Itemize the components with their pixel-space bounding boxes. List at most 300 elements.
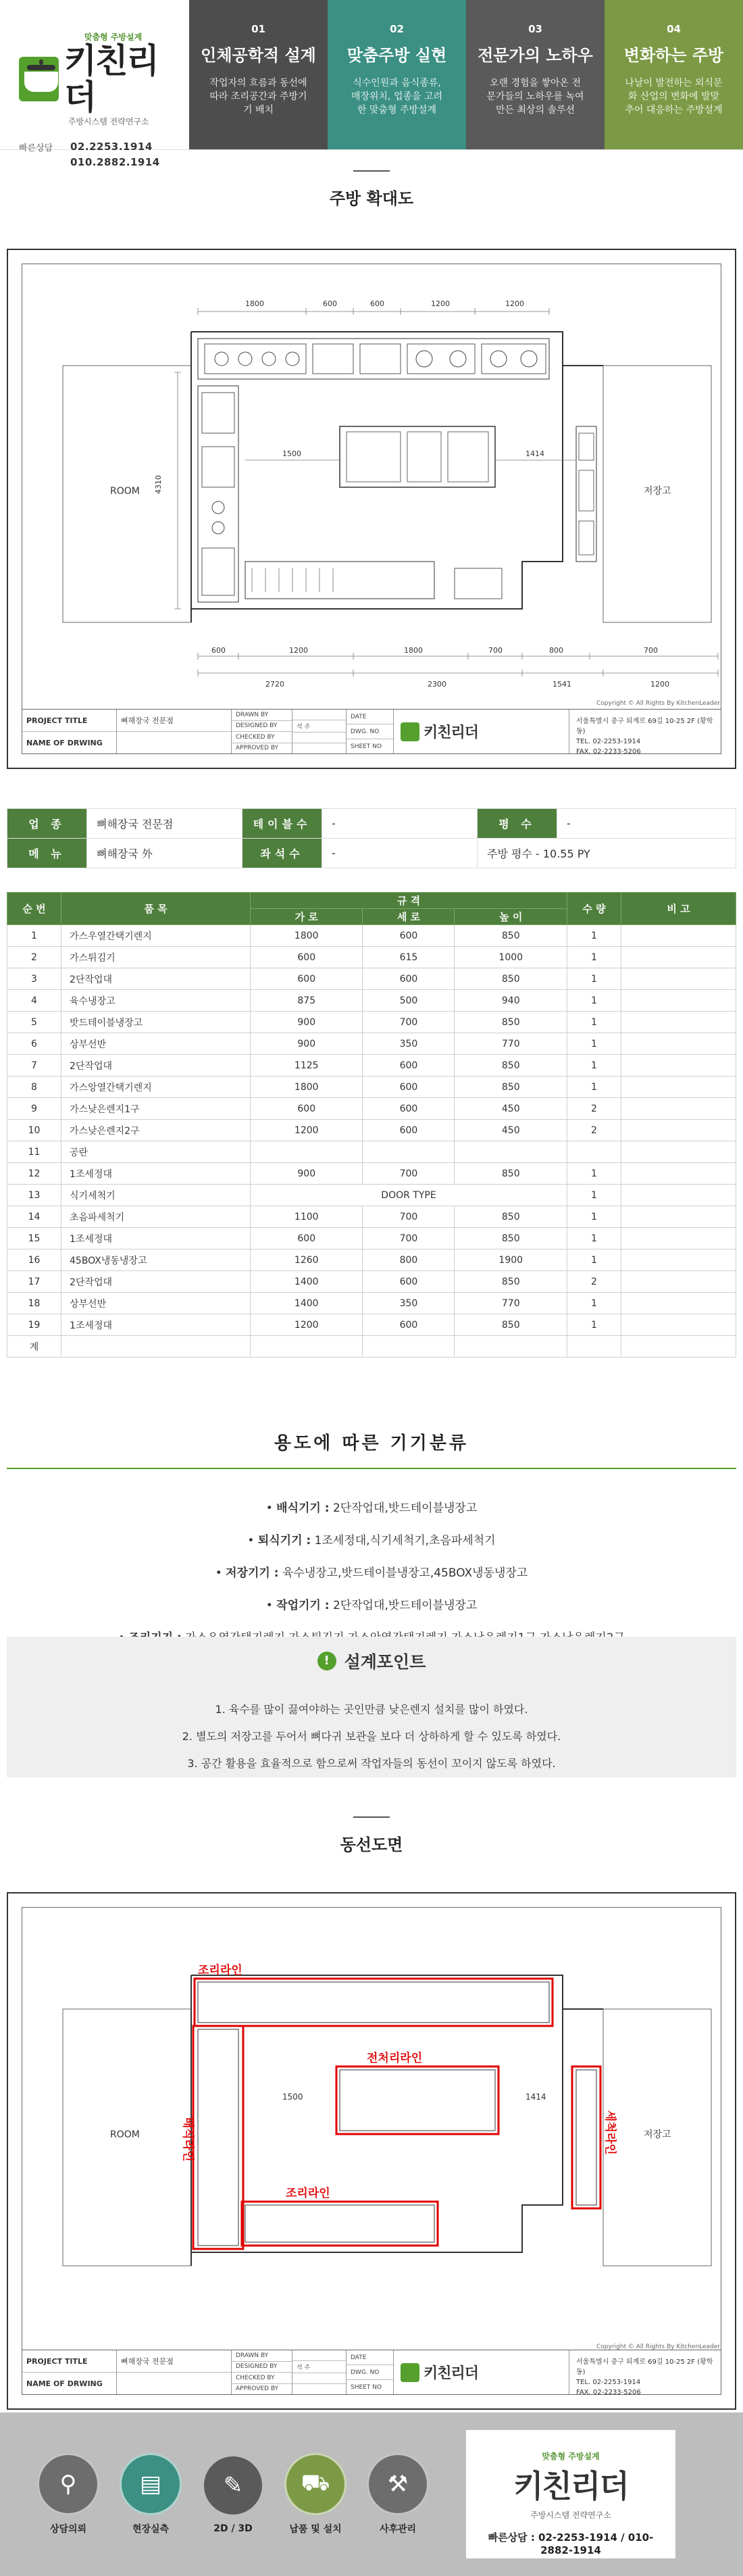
info-value: - — [322, 809, 478, 839]
col-item: 품 목 — [61, 893, 251, 925]
tb-designed-by: DESIGNED BY — [236, 722, 278, 730]
tb-address-line: 서울특별시 중구 퇴계로 69길 10-25 2F (황학동) — [576, 718, 713, 735]
pot-logo-icon — [19, 57, 59, 101]
footer-tagline: 맞춤형 주방설계 — [542, 2452, 600, 2461]
tb-sheet-no: SHEET NO — [351, 743, 382, 750]
tb-designer: 석 주 — [297, 724, 311, 730]
table-cell — [61, 1336, 251, 1358]
phone-number-1[interactable]: 02.2253.1914 — [70, 141, 153, 153]
table-cell — [455, 1141, 567, 1163]
table-cell-note — [621, 1076, 736, 1098]
table-cell: 850 — [455, 1163, 567, 1185]
after-service-button[interactable] — [357, 2453, 439, 2535]
design-points-list — [7, 1696, 736, 1777]
design-point: 2. 별도의 저장고를 두어서 뼈다귀 보관을 보다 더 상하하게 할 수 있도록 하였다. — [182, 1730, 561, 1743]
table-cell: 2 — [7, 947, 61, 968]
table-cell: 600 — [363, 1120, 455, 1141]
table-cell: 1 — [567, 1249, 621, 1271]
table-cell: 계 — [7, 1336, 61, 1358]
table-cell: 2 — [567, 1120, 621, 1141]
table-cell: 1800 — [251, 1076, 363, 1098]
col-width: 가 로 — [251, 909, 363, 925]
table-cell: 850 — [455, 925, 567, 947]
phone-block — [19, 141, 176, 168]
2d3d-button[interactable] — [192, 2454, 274, 2534]
tb-fax: FAX. 02-2233-5206 — [576, 748, 641, 756]
table-cell-note — [621, 1012, 736, 1033]
tb-dwg-no: DWG. NO — [351, 2369, 380, 2376]
tb-tel: TEL. 02-2253-1914 — [576, 738, 641, 745]
table-cell: 850 — [455, 968, 567, 990]
table-cell-note — [621, 1336, 736, 1358]
table-cell: 940 — [455, 990, 567, 1012]
pot-logo-icon — [401, 722, 419, 741]
table-cell-note — [621, 925, 736, 947]
section-title-flow — [0, 1816, 743, 1855]
table-cell: 1200 — [251, 1120, 363, 1141]
wrench-icon: ⚒ — [367, 2453, 429, 2515]
room-label-right: 저장고 — [644, 2129, 671, 2140]
tb-date: DATE — [351, 713, 367, 720]
exclamation-icon: ! — [317, 1652, 336, 1670]
table-row — [7, 1185, 736, 1206]
design-point: 3. 공간 활용을 효율적으로 함으로써 작업자들의 동선이 꼬이지 않도록 하였다. — [187, 1757, 556, 1770]
phone-number-2[interactable]: 010.2882.1914 — [70, 156, 160, 168]
table-cell: 850 — [455, 1228, 567, 1249]
feature-desc: 오랜 경험을 쌓아온 전문가들의 노하우를 녹여만든 최상의 솔루션 — [486, 78, 584, 116]
table-cell-note — [621, 1098, 736, 1120]
truck-icon: ⛟ — [284, 2453, 347, 2515]
table-cell-note — [621, 1228, 736, 1249]
table-row — [7, 1336, 736, 1358]
bullet-icon: • — [247, 1534, 258, 1547]
classification-value: 육수냉장고,밧드테이블냉장고,45BOX냉동냉장고 — [282, 1566, 528, 1580]
table-cell: 450 — [455, 1098, 567, 1120]
table-row — [7, 1314, 736, 1336]
feature-card-2 — [328, 0, 466, 149]
table-cell — [567, 1336, 621, 1358]
dim-mid-2: 1414 — [526, 2092, 546, 2102]
table-cell-note — [621, 990, 736, 1012]
table-cell: 가스우열간택기렌지 — [61, 925, 251, 947]
classification-label: 배식기기 : — [276, 1502, 330, 1515]
cook-line-bottom-label: 조리라인 — [286, 2187, 330, 2200]
dim-mid-1: 1500 — [282, 449, 301, 458]
phone-label: 빠른상담 — [19, 143, 53, 153]
table-cell: 공란 — [61, 1141, 251, 1163]
store-info-table — [7, 808, 736, 868]
classification-label: 퇴식기기 : — [257, 1534, 311, 1547]
table-row — [7, 947, 736, 968]
table-cell: 15 — [7, 1228, 61, 1249]
table-row — [7, 1271, 736, 1293]
dim-mid-1: 1500 — [282, 2092, 303, 2102]
dim-bottom-4: 700 — [488, 646, 503, 655]
table-cell: 5 — [7, 1012, 61, 1033]
table-cell: 850 — [455, 1206, 567, 1228]
blueprint-icon: ✎ — [202, 2454, 264, 2517]
table-cell: 875 — [251, 990, 363, 1012]
table-cell: 가스튀김기 — [61, 947, 251, 968]
design-point: 1. 육수를 많이 끓여야하는 곳인만큼 낮은렌지 설치를 많이 하였다. — [215, 1703, 528, 1716]
kitchen-plan-drawing — [7, 249, 736, 769]
table-cell — [363, 1336, 455, 1358]
col-qty: 수 량 — [567, 893, 621, 925]
table-row — [7, 1033, 736, 1055]
dim-top-5: 1200 — [505, 299, 524, 308]
dim-total-2: 2300 — [428, 680, 446, 689]
table-cell: 350 — [363, 1033, 455, 1055]
tb-address — [569, 710, 721, 756]
flow-plan-drawing — [7, 1892, 736, 2410]
table-cell: 1 — [567, 1206, 621, 1228]
table-cell: 700 — [363, 1012, 455, 1033]
table-row — [7, 1228, 736, 1249]
table-cell-note — [621, 1163, 736, 1185]
classification-value: 2단작업대,밧드테이블냉장고 — [332, 1502, 478, 1515]
pot-logo-icon — [401, 2363, 419, 2382]
dim-total-1: 2720 — [265, 680, 284, 689]
table-cell-note — [621, 947, 736, 968]
table-row — [7, 1098, 736, 1120]
dim-total-4: 1200 — [650, 680, 669, 689]
table-cell: 1 — [567, 925, 621, 947]
equipment-spec-table — [7, 892, 736, 1358]
table-cell: 2단작업대 — [61, 1271, 251, 1293]
table-cell: 600 — [363, 925, 455, 947]
delivery-label: 납품 및 설치 — [289, 2524, 342, 2535]
classification-item — [0, 1557, 743, 1589]
delivery-button[interactable] — [274, 2453, 357, 2535]
dim-left: 4310 — [154, 475, 163, 494]
table-cell: 1 — [567, 1293, 621, 1314]
tb-brand-name: 키친리더 — [424, 2365, 479, 2382]
feature-number: 01 — [251, 23, 265, 35]
table-cell: 식기세척기 — [61, 1185, 251, 1206]
tb-dwg-no: DWG. NO — [351, 728, 380, 735]
logo[interactable] — [19, 31, 176, 127]
section-title-text: 동선도면 — [340, 1835, 403, 1854]
table-row — [7, 968, 736, 990]
tb-checked-by: CHECKED BY — [236, 733, 275, 741]
feature-number: 03 — [528, 23, 542, 35]
info-value: 뼈해장국 전문점 — [87, 809, 242, 839]
table-cell: 12 — [7, 1163, 61, 1185]
brand-name: 키친리더 — [63, 41, 158, 117]
magnifier-icon: ⚲ — [37, 2453, 99, 2515]
table-cell: 700 — [363, 1228, 455, 1249]
tb-address — [569, 2350, 721, 2394]
table-row — [7, 1249, 736, 1271]
table-cell: 1000 — [455, 947, 567, 968]
cook-line-top-label: 조리라인 — [198, 1964, 242, 1977]
table-cell: 770 — [455, 1033, 567, 1055]
table-cell-note — [621, 1141, 736, 1163]
table-cell: 4 — [7, 990, 61, 1012]
table-row — [7, 925, 736, 947]
feature-title: 맞춤주방 실현 — [347, 46, 447, 65]
table-cell-note — [621, 1185, 736, 1206]
table-cell: 770 — [455, 1293, 567, 1314]
room-label-left: ROOM — [110, 486, 140, 497]
info-label: 업 종 — [7, 809, 87, 839]
table-cell: 1 — [567, 990, 621, 1012]
table-cell: 450 — [455, 1120, 567, 1141]
col-size: 규 격 — [251, 893, 567, 909]
table-cell-note — [621, 968, 736, 990]
brand-subtitle: 주방시스템 전략연구소 — [68, 117, 149, 126]
table-cell: 2단작업대 — [61, 1055, 251, 1076]
table-cell: 1 — [7, 925, 61, 947]
table-cell: 800 — [363, 1249, 455, 1271]
table-cell-note — [621, 1271, 736, 1293]
tb-project-value: 뼈해장국 전문점 — [121, 2357, 174, 2366]
feature-number: 04 — [667, 23, 681, 35]
table-cell: 850 — [455, 1076, 567, 1098]
table-cell: 초음파세척기 — [61, 1206, 251, 1228]
dim-top-2: 600 — [323, 299, 337, 308]
bullet-icon: • — [265, 1599, 277, 1612]
table-cell: 14 — [7, 1206, 61, 1228]
dim-bottom-3: 1800 — [404, 646, 423, 655]
table-cell-note — [621, 1033, 736, 1055]
bullet-icon: • — [265, 1502, 277, 1515]
tb-designed-by: DESIGNED BY — [236, 2363, 278, 2371]
table-cell: 8 — [7, 1076, 61, 1098]
table-cell: 850 — [455, 1271, 567, 1293]
table-cell — [567, 1141, 621, 1163]
table-cell: 850 — [455, 1012, 567, 1033]
table-row — [7, 1206, 736, 1228]
table-cell: 700 — [363, 1163, 455, 1185]
table-cell — [251, 1141, 363, 1163]
table-cell: 850 — [455, 1055, 567, 1076]
tb-project-label: PROJECT TITLE — [26, 716, 88, 725]
dim-total-3: 1541 — [553, 680, 571, 689]
table-cell: 밧드테이블냉장고 — [61, 1012, 251, 1033]
classification-list — [0, 1492, 743, 1654]
table-cell: 1 — [567, 1314, 621, 1336]
table-row — [7, 1293, 736, 1314]
classification-item — [0, 1492, 743, 1525]
info-label: 평 수 — [478, 809, 557, 839]
dim-bottom-5: 800 — [549, 646, 563, 655]
info-label: 테이블수 — [242, 809, 322, 839]
table-cell: 2 — [567, 1098, 621, 1120]
tb-checked-by: CHECKED BY — [236, 2374, 275, 2381]
table-cell: 1 — [567, 1055, 621, 1076]
table-cell: 상부선반 — [61, 1033, 251, 1055]
table-cell: 900 — [251, 1163, 363, 1185]
table-cell: 1 — [567, 968, 621, 990]
table-cell: 1800 — [251, 925, 363, 947]
feature-title: 전문가의 노하우 — [478, 46, 593, 65]
wash-line-label: 세척라인 — [603, 2110, 617, 2155]
tb-drawing-label: NAME OF DRWING — [26, 738, 103, 747]
table-cell: 1 — [567, 1185, 621, 1206]
table-cell: 1 — [567, 1033, 621, 1055]
info-label: 좌석수 — [242, 839, 322, 868]
tb-drawing-label: NAME OF DRWING — [26, 2379, 103, 2388]
col-depth: 세 로 — [363, 909, 455, 925]
brand-block — [0, 0, 189, 168]
serve-line-label: 배식라인 — [181, 2117, 195, 2162]
table-cell-note — [621, 1249, 736, 1271]
table-cell: 2 — [567, 1271, 621, 1293]
design-points-title: 설계포인트 — [344, 1652, 426, 1672]
table-cell: 1조세정대 — [61, 1314, 251, 1336]
table-cell: 600 — [363, 1098, 455, 1120]
table-cell-note — [621, 1293, 736, 1314]
table-cell: 상부선반 — [61, 1293, 251, 1314]
table-cell: 13 — [7, 1185, 61, 1206]
site-measure-label: 현장실측 — [132, 2524, 170, 2535]
tb-drawn-by: DRAWN BY — [236, 2352, 269, 2359]
table-cell: 1 — [567, 1076, 621, 1098]
dim-top-3: 600 — [370, 299, 384, 308]
table-cell: 1400 — [251, 1271, 363, 1293]
bullet-icon: • — [215, 1566, 226, 1580]
dim-top-4: 1200 — [431, 299, 450, 308]
table-cell: 2단작업대 — [61, 968, 251, 990]
table-cell: 7 — [7, 1055, 61, 1076]
section-title-plan — [0, 170, 743, 209]
table-cell: 가스낮은렌지2구 — [61, 1120, 251, 1141]
consult-label: 상담의뢰 — [49, 2524, 87, 2535]
table-cell: 육수냉장고 — [61, 990, 251, 1012]
tb-brand-name: 키친리더 — [424, 724, 479, 741]
table-row — [7, 1120, 736, 1141]
tb-logo — [394, 710, 569, 753]
col-note: 비 고 — [621, 893, 736, 925]
feature-title: 변화하는 주방 — [623, 46, 724, 65]
table-row — [7, 1076, 736, 1098]
brand-tagline: 맞춤형 주방설계 — [84, 32, 143, 42]
consult-button[interactable] — [27, 2453, 109, 2535]
table-cell: 17 — [7, 1271, 61, 1293]
classification-title: 용도에 따른 기기분류 — [274, 1433, 469, 1454]
kitchen-area: 주방 평수 - 10.55 PY — [478, 839, 736, 868]
classification-label: 저장기기 : — [226, 1566, 279, 1580]
table-cell: 600 — [251, 968, 363, 990]
table-cell: 가스낮은렌지1구 — [61, 1098, 251, 1120]
tb-address-line: 서울특별시 중구 퇴계로 69길 10-25 2F (황학동) — [576, 2358, 713, 2376]
classification-value: 1조세정대,식기세척기,초음파세척기 — [314, 1534, 496, 1547]
table-cell: 350 — [363, 1293, 455, 1314]
table-cell: 900 — [251, 1033, 363, 1055]
tb-fax: FAX. 02-2233-5206 — [576, 2389, 641, 2396]
dim-bottom-2: 1200 — [289, 646, 308, 655]
feature-title: 인체공학적 설계 — [201, 46, 316, 65]
title-block — [22, 2350, 721, 2394]
table-cell: 1 — [567, 1163, 621, 1185]
table-cell: 9 — [7, 1098, 61, 1120]
table-cell: 19 — [7, 1314, 61, 1336]
table-row — [7, 1012, 736, 1033]
table-cell: 600 — [251, 947, 363, 968]
table-cell: 1200 — [251, 1314, 363, 1336]
flow-plan-svg — [49, 1935, 725, 2354]
info-value: - — [322, 839, 478, 868]
table-row — [7, 990, 736, 1012]
classification-item — [0, 1589, 743, 1622]
footer-brand-name: 키친리더 — [513, 2468, 628, 2504]
table-cell-note — [621, 1120, 736, 1141]
room-label-right: 저장고 — [644, 486, 671, 497]
feature-card-4 — [605, 0, 743, 149]
header — [0, 0, 743, 168]
tb-designer: 석 주 — [297, 2364, 311, 2371]
table-cell: 11 — [7, 1141, 61, 1163]
classification-section — [0, 1429, 743, 1654]
table-cell: 600 — [363, 1314, 455, 1336]
spec-body — [7, 925, 736, 1358]
table-cell: 600 — [363, 968, 455, 990]
table-cell: 45BOX냉동냉장고 — [61, 1249, 251, 1271]
table-cell: 1 — [567, 1012, 621, 1033]
table-cell: 1400 — [251, 1293, 363, 1314]
table-cell: 1 — [567, 947, 621, 968]
tb-date: DATE — [351, 2354, 367, 2361]
footer-subtitle: 주방시스템 전략연구소 — [530, 2510, 611, 2520]
title-block — [22, 709, 721, 756]
table-cell: 1조세정대 — [61, 1163, 251, 1185]
table-cell-note — [621, 1055, 736, 1076]
feature-card-1 — [189, 0, 328, 149]
tb-logo — [394, 2350, 569, 2394]
tb-project-value: 뼈해장국 전문점 — [121, 716, 174, 725]
table-cell: 600 — [251, 1228, 363, 1249]
classification-label: 작업기기 : — [276, 1599, 330, 1612]
classification-item — [0, 1525, 743, 1557]
table-cell: 615 — [363, 947, 455, 968]
section-title-text: 주방 확대도 — [329, 189, 414, 208]
dim-bottom-6: 700 — [644, 646, 658, 655]
design-points-box — [7, 1637, 736, 1777]
table-cell-note — [621, 1206, 736, 1228]
table-cell: 1100 — [251, 1206, 363, 1228]
tb-drawn-by: DRAWN BY — [236, 711, 269, 718]
classification-value: 2단작업대,밧드테이블냉장고 — [332, 1599, 478, 1612]
table-cell: DOOR TYPE — [251, 1185, 567, 1206]
table-cell: 16 — [7, 1249, 61, 1271]
dim-mid-2: 1414 — [526, 449, 544, 458]
table-cell: 850 — [455, 1314, 567, 1336]
feature-desc: 작업자의 흐름과 동선에 따라 조리공간과 주방기기 배치 — [209, 78, 307, 116]
table-cell: 1900 — [455, 1249, 567, 1271]
table-cell: 700 — [363, 1206, 455, 1228]
feature-desc: 식수인원과 음식종류, 매장위치, 업종을 고려한 맞춤형 주방설계 — [351, 78, 443, 116]
table-row — [7, 1055, 736, 1076]
site-measure-button[interactable] — [109, 2453, 192, 2535]
after-service-label: 사후관리 — [379, 2524, 417, 2535]
feature-desc: 나날이 발전하는 외식문화 산업의 변화에 발맞추어 대응하는 주방설계 — [625, 78, 723, 116]
table-cell: 900 — [251, 1012, 363, 1033]
tb-project-label: PROJECT TITLE — [26, 2356, 88, 2366]
prep-line-label: 전처리라인 — [367, 2052, 423, 2065]
table-cell: 1260 — [251, 1249, 363, 1271]
table-cell: 18 — [7, 1293, 61, 1314]
tb-approved-by: APPROVED BY — [236, 745, 279, 752]
footer-phones[interactable]: 빠른상담 : 02-2253-1914 / 010-2882-1914 — [488, 2531, 654, 2556]
footer — [0, 2412, 743, 2576]
plan-copyright: Copyright © All Rights By KitchenLeader — [596, 700, 721, 707]
dim-top-1: 1800 — [245, 299, 264, 308]
feature-number: 02 — [390, 23, 404, 35]
col-no: 순 번 — [7, 893, 61, 925]
tb-sheet-no: SHEET NO — [351, 2383, 382, 2391]
info-value: 뼈해장국 外 — [87, 839, 242, 868]
